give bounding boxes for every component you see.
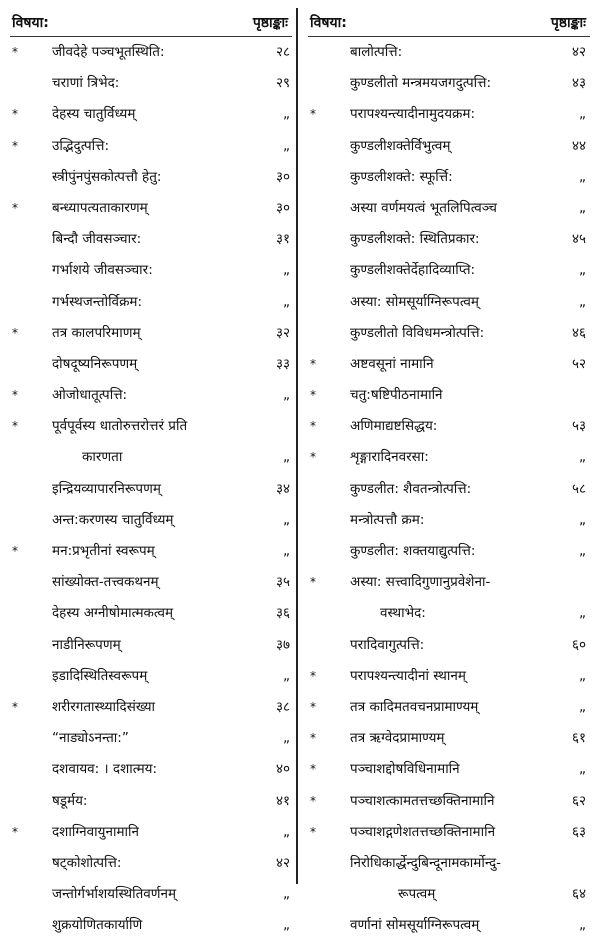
entry-title: परापश्यन्त्यादीनां स्थानम् xyxy=(350,667,466,684)
right-column xyxy=(308,10,590,941)
entry-page-number: ३८ xyxy=(275,698,290,715)
star-marker: * xyxy=(12,138,18,153)
left-column xyxy=(10,10,292,941)
entry-page-number: ३३ xyxy=(275,355,290,372)
entry-page-number: ४६ xyxy=(571,324,586,341)
star-marker: * xyxy=(310,699,316,714)
toc-entry xyxy=(10,318,292,349)
entry-page-number: ४१ xyxy=(275,792,290,809)
entry-page-number: ४५ xyxy=(571,231,586,248)
toc-entry xyxy=(308,598,590,629)
entry-page-number: „ xyxy=(579,917,586,934)
toc-entry xyxy=(10,474,292,505)
star-marker: * xyxy=(310,762,316,777)
entry-title: शरीरगतास्थ्यादिसंख्या xyxy=(52,698,156,715)
page-number-heading: पृष्ठाङ्काः xyxy=(550,15,586,31)
entry-title: कुण्डलीशक्ते: स्फूर्त्ति: xyxy=(350,168,453,185)
entry-title: वर्णानां सोमसूर्याग्निरूपत्वम् xyxy=(350,917,480,934)
toc-entry xyxy=(10,723,292,754)
entry-title: अस्या: सत्त्वादिगुणानुप्रवेशेना- xyxy=(350,574,491,591)
star-marker: * xyxy=(310,668,316,683)
right-header xyxy=(308,10,590,37)
entry-page-number: ६३ xyxy=(571,823,586,840)
entry-page-number: „ xyxy=(283,262,290,279)
topics-heading: विषया: xyxy=(12,15,49,31)
topics-heading: विषया: xyxy=(310,15,347,31)
toc-entry xyxy=(308,255,590,286)
entry-page-number: „ xyxy=(579,106,586,123)
entry-page-number: „ xyxy=(579,667,586,684)
entry-title: शृङ्गारादिनवरसा: xyxy=(350,449,429,466)
entry-title: निरोधिकार्द्धेन्दुबिन्दूनामकार्मोन्दु- xyxy=(350,854,502,871)
toc-entry xyxy=(308,567,590,598)
entry-title: बिन्दौ जीवसञ्चार: xyxy=(52,231,142,248)
entry-page-number: „ xyxy=(283,449,290,466)
toc-entry xyxy=(308,224,590,255)
entry-page-number: ३४ xyxy=(275,480,290,497)
toc-entry xyxy=(308,910,590,941)
entry-title: तत्र कालपरिमाणम् xyxy=(52,324,141,341)
entry-page-number: „ xyxy=(283,137,290,154)
toc-entry xyxy=(10,567,292,598)
toc-entry xyxy=(308,287,590,318)
toc-entry xyxy=(10,380,292,411)
toc-entry xyxy=(10,692,292,723)
entry-title: परादिवागुत्पत्ति: xyxy=(350,636,425,653)
star-marker: * xyxy=(12,325,18,340)
toc-entry xyxy=(10,37,292,68)
entry-title: तत्र कादिमतवचनप्रामाण्यम् xyxy=(350,698,479,715)
toc-entry xyxy=(10,786,292,817)
toc-entry xyxy=(308,193,590,224)
entry-title: कुण्डलीशक्ते: स्थितिप्रकार: xyxy=(350,231,480,248)
star-marker: * xyxy=(12,419,18,434)
toc-entry xyxy=(10,505,292,536)
entry-title: जीवदेहे पञ्चभूतस्थिति: xyxy=(52,44,165,60)
entry-title: दशवायव: । दशात्मय: xyxy=(52,761,158,778)
entry-page-number: „ xyxy=(283,106,290,123)
entry-page-number: ३१ xyxy=(275,231,290,248)
entry-title: “नाड्योऽनन्ता:” xyxy=(52,730,129,747)
toc-entry xyxy=(10,193,292,224)
toc-entry xyxy=(308,630,590,661)
entry-title: पञ्चाशद्गणेशतत्तच्छक्तिनामानि xyxy=(350,823,496,840)
toc-entry xyxy=(10,661,292,692)
entry-title: ओजोधातूत्पत्ति: xyxy=(52,387,128,404)
entry-title: परापश्यन्त्यादीनामुदयक्रम: xyxy=(350,106,476,123)
entry-title: पूर्वपूर्वस्य धातोरुत्तरोत्तरं प्रति xyxy=(52,418,188,435)
toc-entry xyxy=(10,598,292,629)
entry-page-number: „ xyxy=(579,168,586,185)
entry-title: शुक्रयोणितकार्याणि xyxy=(52,917,143,934)
star-marker: * xyxy=(12,388,18,403)
entry-title: दशाग्निवायुनामानि xyxy=(52,823,140,840)
entry-page-number: „ xyxy=(283,823,290,840)
entry-title: अष्टवसूनां नामानि xyxy=(350,355,434,372)
toc-entry xyxy=(308,349,590,380)
toc-entry xyxy=(10,910,292,941)
entry-page-number: „ xyxy=(283,387,290,404)
toc-entry xyxy=(10,349,292,380)
entry-page-number: „ xyxy=(283,293,290,310)
entry-page-number: ६४ xyxy=(571,886,586,903)
entry-page-number: ५२ xyxy=(571,355,586,372)
entry-title: कारणता xyxy=(82,449,123,466)
star-marker: * xyxy=(12,824,18,839)
entry-page-number: ४२ xyxy=(571,44,586,60)
entry-title: कुण्डलीतो मन्त्रमयजगदुत्पत्ति: xyxy=(350,75,492,92)
entry-title: देहस्य चातुर्विध्यम् xyxy=(52,106,136,123)
toc-entry xyxy=(10,630,292,661)
star-marker: * xyxy=(310,793,316,808)
toc-entry xyxy=(308,786,590,817)
entry-page-number: ५८ xyxy=(571,480,586,497)
toc-entry xyxy=(10,442,292,473)
column-divider xyxy=(296,8,298,884)
entry-page-number: „ xyxy=(579,698,586,715)
entry-page-number: „ xyxy=(579,761,586,778)
entry-title: देहस्य अग्नीषोमात्मकत्वम् xyxy=(52,605,174,622)
entry-page-number: २८ xyxy=(275,44,290,60)
star-marker: * xyxy=(12,45,18,59)
entry-title: षडूर्मय: xyxy=(52,792,88,809)
entry-title: गर्भस्थजन्तोर्विक्रम: xyxy=(52,293,143,310)
toc-entry xyxy=(308,380,590,411)
entry-title: स्त्रीपुंनपुंसकोत्पत्तौ हेतु: xyxy=(52,168,162,185)
entry-title: तत्र ऋग्वेदप्रामाण्यम् xyxy=(350,730,445,747)
toc-entry xyxy=(308,536,590,567)
entry-title: पञ्चाशत्कामतत्तच्छक्तिनामानि xyxy=(350,792,495,809)
entry-title: अणिमाद्यष्टसिद्धय: xyxy=(350,418,438,435)
entry-page-number: ३५ xyxy=(275,574,290,591)
toc-entry xyxy=(10,536,292,567)
entry-title: मन्त्रोत्पत्तौ क्रम: xyxy=(350,511,425,528)
toc-entry xyxy=(308,318,590,349)
star-marker: * xyxy=(12,200,18,215)
star-marker: * xyxy=(310,419,316,434)
entry-page-number: ३० xyxy=(275,199,290,216)
entry-title: चतु:षष्टिपीठनामानि xyxy=(350,387,443,404)
star-marker: * xyxy=(310,388,316,403)
toc-entry xyxy=(308,442,590,473)
toc-entry xyxy=(10,848,292,879)
toc-entry xyxy=(308,692,590,723)
toc-entry xyxy=(308,474,590,505)
star-marker: * xyxy=(310,107,316,122)
toc-entry xyxy=(10,131,292,162)
entry-page-number: ३६ xyxy=(275,605,290,622)
entry-page-number: ६२ xyxy=(571,792,586,809)
entry-title: कुण्डलीशक्तेर्देहादिव्याप्ति: xyxy=(350,262,476,279)
entry-title: रूपत्वम् xyxy=(398,886,436,903)
entry-title: चराणां त्रिभेद: xyxy=(52,75,120,92)
entry-title: वस्थाभेद: xyxy=(380,605,426,622)
entry-title: कुण्डलीतो विविधमन्त्रोत्पत्ति: xyxy=(350,324,485,341)
entry-page-number: ३० xyxy=(275,168,290,185)
toc-entry xyxy=(308,879,590,910)
toc-entry xyxy=(308,817,590,848)
toc-entry xyxy=(10,879,292,910)
toc-entry xyxy=(308,848,590,879)
entry-title: सांख्योक्त-तत्त्वकथनम् xyxy=(52,574,159,591)
right-entry-list xyxy=(308,37,590,941)
star-marker: * xyxy=(12,699,18,714)
toc-entry xyxy=(10,817,292,848)
entry-page-number: ३७ xyxy=(275,636,290,653)
toc-entry xyxy=(10,287,292,318)
entry-title: नाडीनिरूपणम् xyxy=(52,636,121,653)
entry-page-number: „ xyxy=(579,449,586,466)
entry-page-number: „ xyxy=(579,511,586,528)
star-marker: * xyxy=(310,575,316,590)
entry-title: पञ्चाशद्दोषविधिनामानि xyxy=(350,761,460,778)
entry-title: मन:प्रभृतीनां स्वरूपम् xyxy=(52,543,155,559)
toc-entry xyxy=(308,99,590,130)
toc-entry xyxy=(308,162,590,193)
entry-page-number: „ xyxy=(579,293,586,310)
toc-entry xyxy=(308,505,590,536)
toc-entry xyxy=(10,162,292,193)
entry-page-number: „ xyxy=(579,262,586,279)
star-marker: * xyxy=(310,450,316,465)
entry-page-number: ६० xyxy=(571,636,586,653)
entry-title: षट्कोशोत्पत्ति: xyxy=(52,854,122,871)
entry-page-number: „ xyxy=(283,917,290,934)
toc-entry xyxy=(10,224,292,255)
toc-entry xyxy=(308,68,590,99)
entry-page-number: „ xyxy=(283,511,290,528)
entry-page-number: ५३ xyxy=(571,418,586,435)
entry-page-number: ४४ xyxy=(571,137,586,154)
entry-title: अस्या वर्णमयत्वं भूतलिपित्वञ्च xyxy=(350,199,497,216)
entry-title: बन्ध्यापत्यताकारणम् xyxy=(52,199,148,216)
toc-entry xyxy=(10,754,292,785)
entry-title: इडादिस्थितिस्वरूपम् xyxy=(52,667,148,684)
entry-title: अस्या: सोमसूर्याग्निरूपत्वम् xyxy=(350,293,479,310)
entry-page-number: „ xyxy=(283,730,290,747)
toc-entry xyxy=(308,723,590,754)
entry-page-number: ६१ xyxy=(571,730,586,747)
toc-entry xyxy=(10,255,292,286)
entry-title: बालोत्पत्ति: xyxy=(350,44,403,60)
entry-title: अन्त:करणस्य चातुर्विध्यम् xyxy=(52,511,174,528)
star-marker: * xyxy=(310,356,316,371)
left-entry-list xyxy=(10,37,292,941)
entry-page-number: ४२ xyxy=(275,854,290,871)
toc-entry xyxy=(308,411,590,442)
star-marker: * xyxy=(310,824,316,839)
toc-entry xyxy=(308,661,590,692)
entry-page-number: ४३ xyxy=(571,75,586,92)
entry-title: कुण्डलीत: शक्तयाद्युत्पत्ति: xyxy=(350,543,476,559)
entry-title: उद्भिदुत्पत्ति: xyxy=(52,137,109,154)
star-marker: * xyxy=(310,731,316,746)
entry-page-number: „ xyxy=(283,543,290,559)
entry-page-number: ३२ xyxy=(275,324,290,341)
entry-page-number: „ xyxy=(579,199,586,216)
page-number-heading: पृष्ठाङ्काः xyxy=(252,15,288,31)
entry-title: इन्द्रियव्यापारनिरूपणम् xyxy=(52,480,161,497)
entry-page-number: „ xyxy=(283,886,290,903)
star-marker: * xyxy=(12,544,18,558)
entry-title: कुण्डलीशक्तेर्विभुत्वम् xyxy=(350,137,451,154)
toc-entry xyxy=(10,411,292,442)
toc-entry xyxy=(10,99,292,130)
entry-page-number: २९ xyxy=(275,75,290,92)
toc-entry xyxy=(308,131,590,162)
entry-page-number: ४० xyxy=(275,761,290,778)
entry-page-number: „ xyxy=(579,543,586,559)
star-marker: * xyxy=(12,107,18,122)
toc-entry xyxy=(308,37,590,68)
entry-title: गर्भाशये जीवसञ्चार: xyxy=(52,262,153,279)
entry-page-number: „ xyxy=(579,605,586,622)
entry-title: जन्तोर्गर्भाशयस्थितिवर्णनम् xyxy=(52,886,177,903)
entry-title: दोषदूष्यनिरूपणम् xyxy=(52,355,138,372)
entry-page-number: „ xyxy=(283,667,290,684)
toc-entry xyxy=(308,754,590,785)
entry-title: कुण्डलीत: शैवतन्त्रोत्पत्ति: xyxy=(350,480,472,497)
left-header xyxy=(10,10,292,37)
toc-entry xyxy=(10,68,292,99)
